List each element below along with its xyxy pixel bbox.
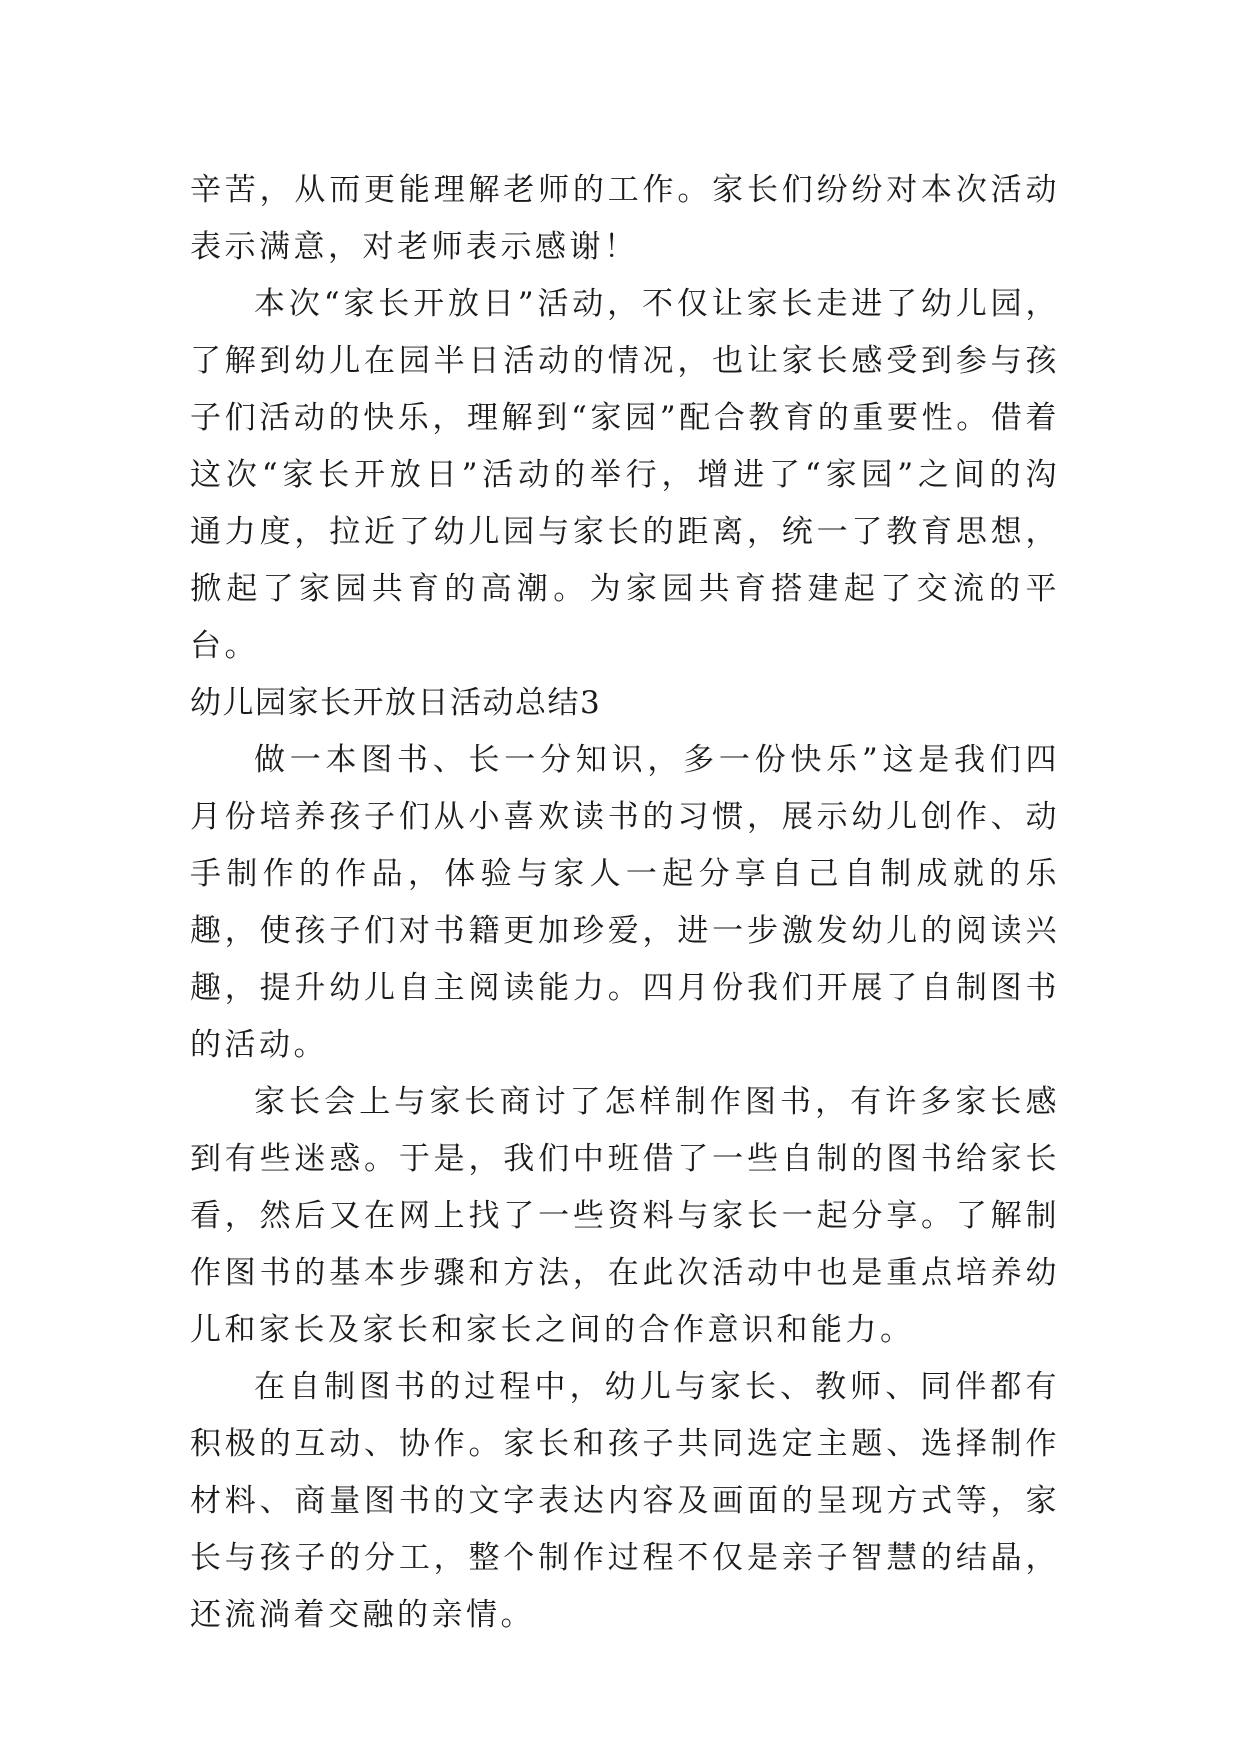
paragraph-open-day-summary: 本次“家长开放日”活动，不仅让家长走进了幼儿园，了解到幼儿在园半日活动的情况，也让家长感受到参与孩子们活动的快乐，理解到“家园”配合教育的重要性。借着这次“家长开放日”活动的举行，增进了“家园”之间的沟通力度，拉近了幼儿园与家长的距离，统一了教育思想，掀起了家园共育的高潮。为家园共育搭建起了交流的平台。 (190, 286, 1060, 664)
paragraph-parent-meeting: 家长会上与家长商讨了怎样制作图书，有许多家长感到有些迷惑。于是，我们中班借了一些自制的图书给家长看，然后又在网上找了一些资料与家长一起分享。了解制作图书的基本步骤和方法，在此次活动中也是重点培养幼儿和家长及家长和家长之间的合作意识和能力。 (190, 1084, 1060, 1348)
section-heading: 幼儿园家长开放日活动总结3 (190, 685, 602, 721)
paragraph-process: 在自制图书的过程中，幼儿与家长、教师、同伴都有积极的互动、协作。家长和孩子共同选定主题、选择制作材料、商量图书的文字表达内容及画面的呈现方式等，家长与孩子的分工，整个制作过程不仅是亲子智慧的结晶，还流淌着交融的亲情。 (190, 1369, 1060, 1633)
document-body (190, 162, 1060, 1644)
paragraph-book-making-intro: 做一本图书、长一分知识，多一份快乐”这是我们四月份培养孩子们从小喜欢读书的习惯，展示幼儿创作、动手制作的作品，体验与家人一起分享自己自制成就的乐趣，使孩子们对书籍更加珍爱，进一步激发幼儿的阅读兴趣，提升幼儿自主阅读能力。四月份我们开展了自制图书的活动。 (190, 742, 1060, 1063)
paragraph-continued: 辛苦，从而更能理解老师的工作。家长们纷纷对本次活动表示满意，对老师表示感谢！ (190, 172, 1060, 265)
